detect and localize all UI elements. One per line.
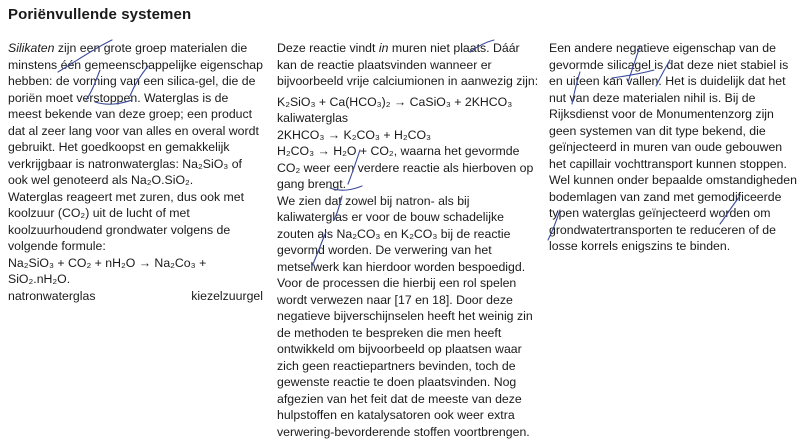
equation-2: 2KHCO₃ → K₂CO₃ + H₂CO₃: [277, 127, 539, 144]
paragraph-reactie-b: muren niet plaats. Dáár kan de reactie plaatsvinden wanneer er bijvoorbeeld vrije calciumionen in aanwezig zijn:: [277, 41, 538, 88]
equation-1: K₂SiO₃ + Ca(HCO₃)₂ → CaSiO₃ + 2KHCO₃: [277, 94, 539, 111]
equation-1-label: kaliwaterglas: [277, 110, 539, 127]
term-silikaten: Silikaten: [8, 41, 54, 55]
label-natronwaterglas: natronwaterglas: [8, 288, 96, 305]
paragraph-schadelijke-zouten: We zien dat zowel bij natron- als bij kaliwaterglas er voor de bouw schadelijke zouten als Na₂CO₃ en K₂CO₃ bij de reactie gevormd worden. De verwering van het metselwerk kan hierdoor worden bespoedigd. Voor de processen die hierbij een rol spelen wordt verwezen naar [17 en 18]. Door deze negatieve bijverschijnselen heeft het weinig zin de methoden te bespreken die men heeft ontwikkeld om bijvoorbeeld op plaatsen waar zich geen reactiepartners bevinden, toch de gewenste reactie te doen plaatsvinden. Nog afgezien van het feit dat de meeste van deze hulpstoffen en katalysatoren ook weer extra verwering-bevorderende stoffen voortbrengen.: [277, 193, 539, 440]
paragraph-reactie-a: Deze reactie vindt: [277, 41, 379, 55]
paragraph-silikaten: [8, 40, 263, 189]
formula-waterglas: Na₂SiO₃ + CO₂ + nH₂O → Na₂Co₃ + SiO₂.nH₂O.: [8, 255, 263, 288]
paragraph-negatieve-eigenschap: Een andere negatieve eigenschap van de gevormde silicagel is dat deze niet stabiel is en uiteen kan vallen. Het is duidelijk dat het nut van deze materialen nihil is. Bij de Rijksdienst voor de Monumentenzorg zijn geen systemen van dit type bekend, die geïnjecteerd in muren van oude gebouwen het capillair vochttransport kunnen stoppen. Wel kunnen onder bepaalde omstandigheden bodemlagen van zand met gemodificeerde typen waterglas geïnjecteerd worden om grondwatertransporten te reduceren of de losse korrels enigszins te binden.: [549, 40, 800, 255]
label-kiezelzuurgel: kiezelzuurgel: [191, 288, 263, 305]
column-1: [8, 40, 263, 304]
term-in: in: [379, 41, 389, 55]
paragraph-reactie: [277, 40, 539, 90]
column-3: [549, 40, 800, 255]
paragraph-silikaten-text: zijn een grote groep materialen die minstens één gemeenschappelijke eigenschap hebben: de vorming van een silica-gel, die de poriën moet verstoppen. Waterglas is de meest bekende van deze groep; een product dat al zeer lang voor van alles en overal wordt gebruikt. Het goedkoopst en gemakkelijk verkrijgbaar is natronwaterglas: Na₂SiO₃ of ook wel genoteerd als Na₂O.SiO₂.: [8, 41, 263, 187]
column-2: [277, 40, 539, 440]
section-title: Poriënvullende systemen: [8, 6, 191, 23]
paragraph-waterglas-reactie: Waterglas reageert met zuren, dus ook met koolzuur (CO₂) uit de lucht of met koolzuurhoudend grondwater volgens de volgende formule:: [8, 189, 263, 255]
equation-3: H₂CO₃ → H₂O + CO₂, waarna het gevormde CO₂ weer een verdere reactie als hierboven op gang brengt.: [277, 143, 539, 193]
formula-labels: [8, 288, 263, 305]
